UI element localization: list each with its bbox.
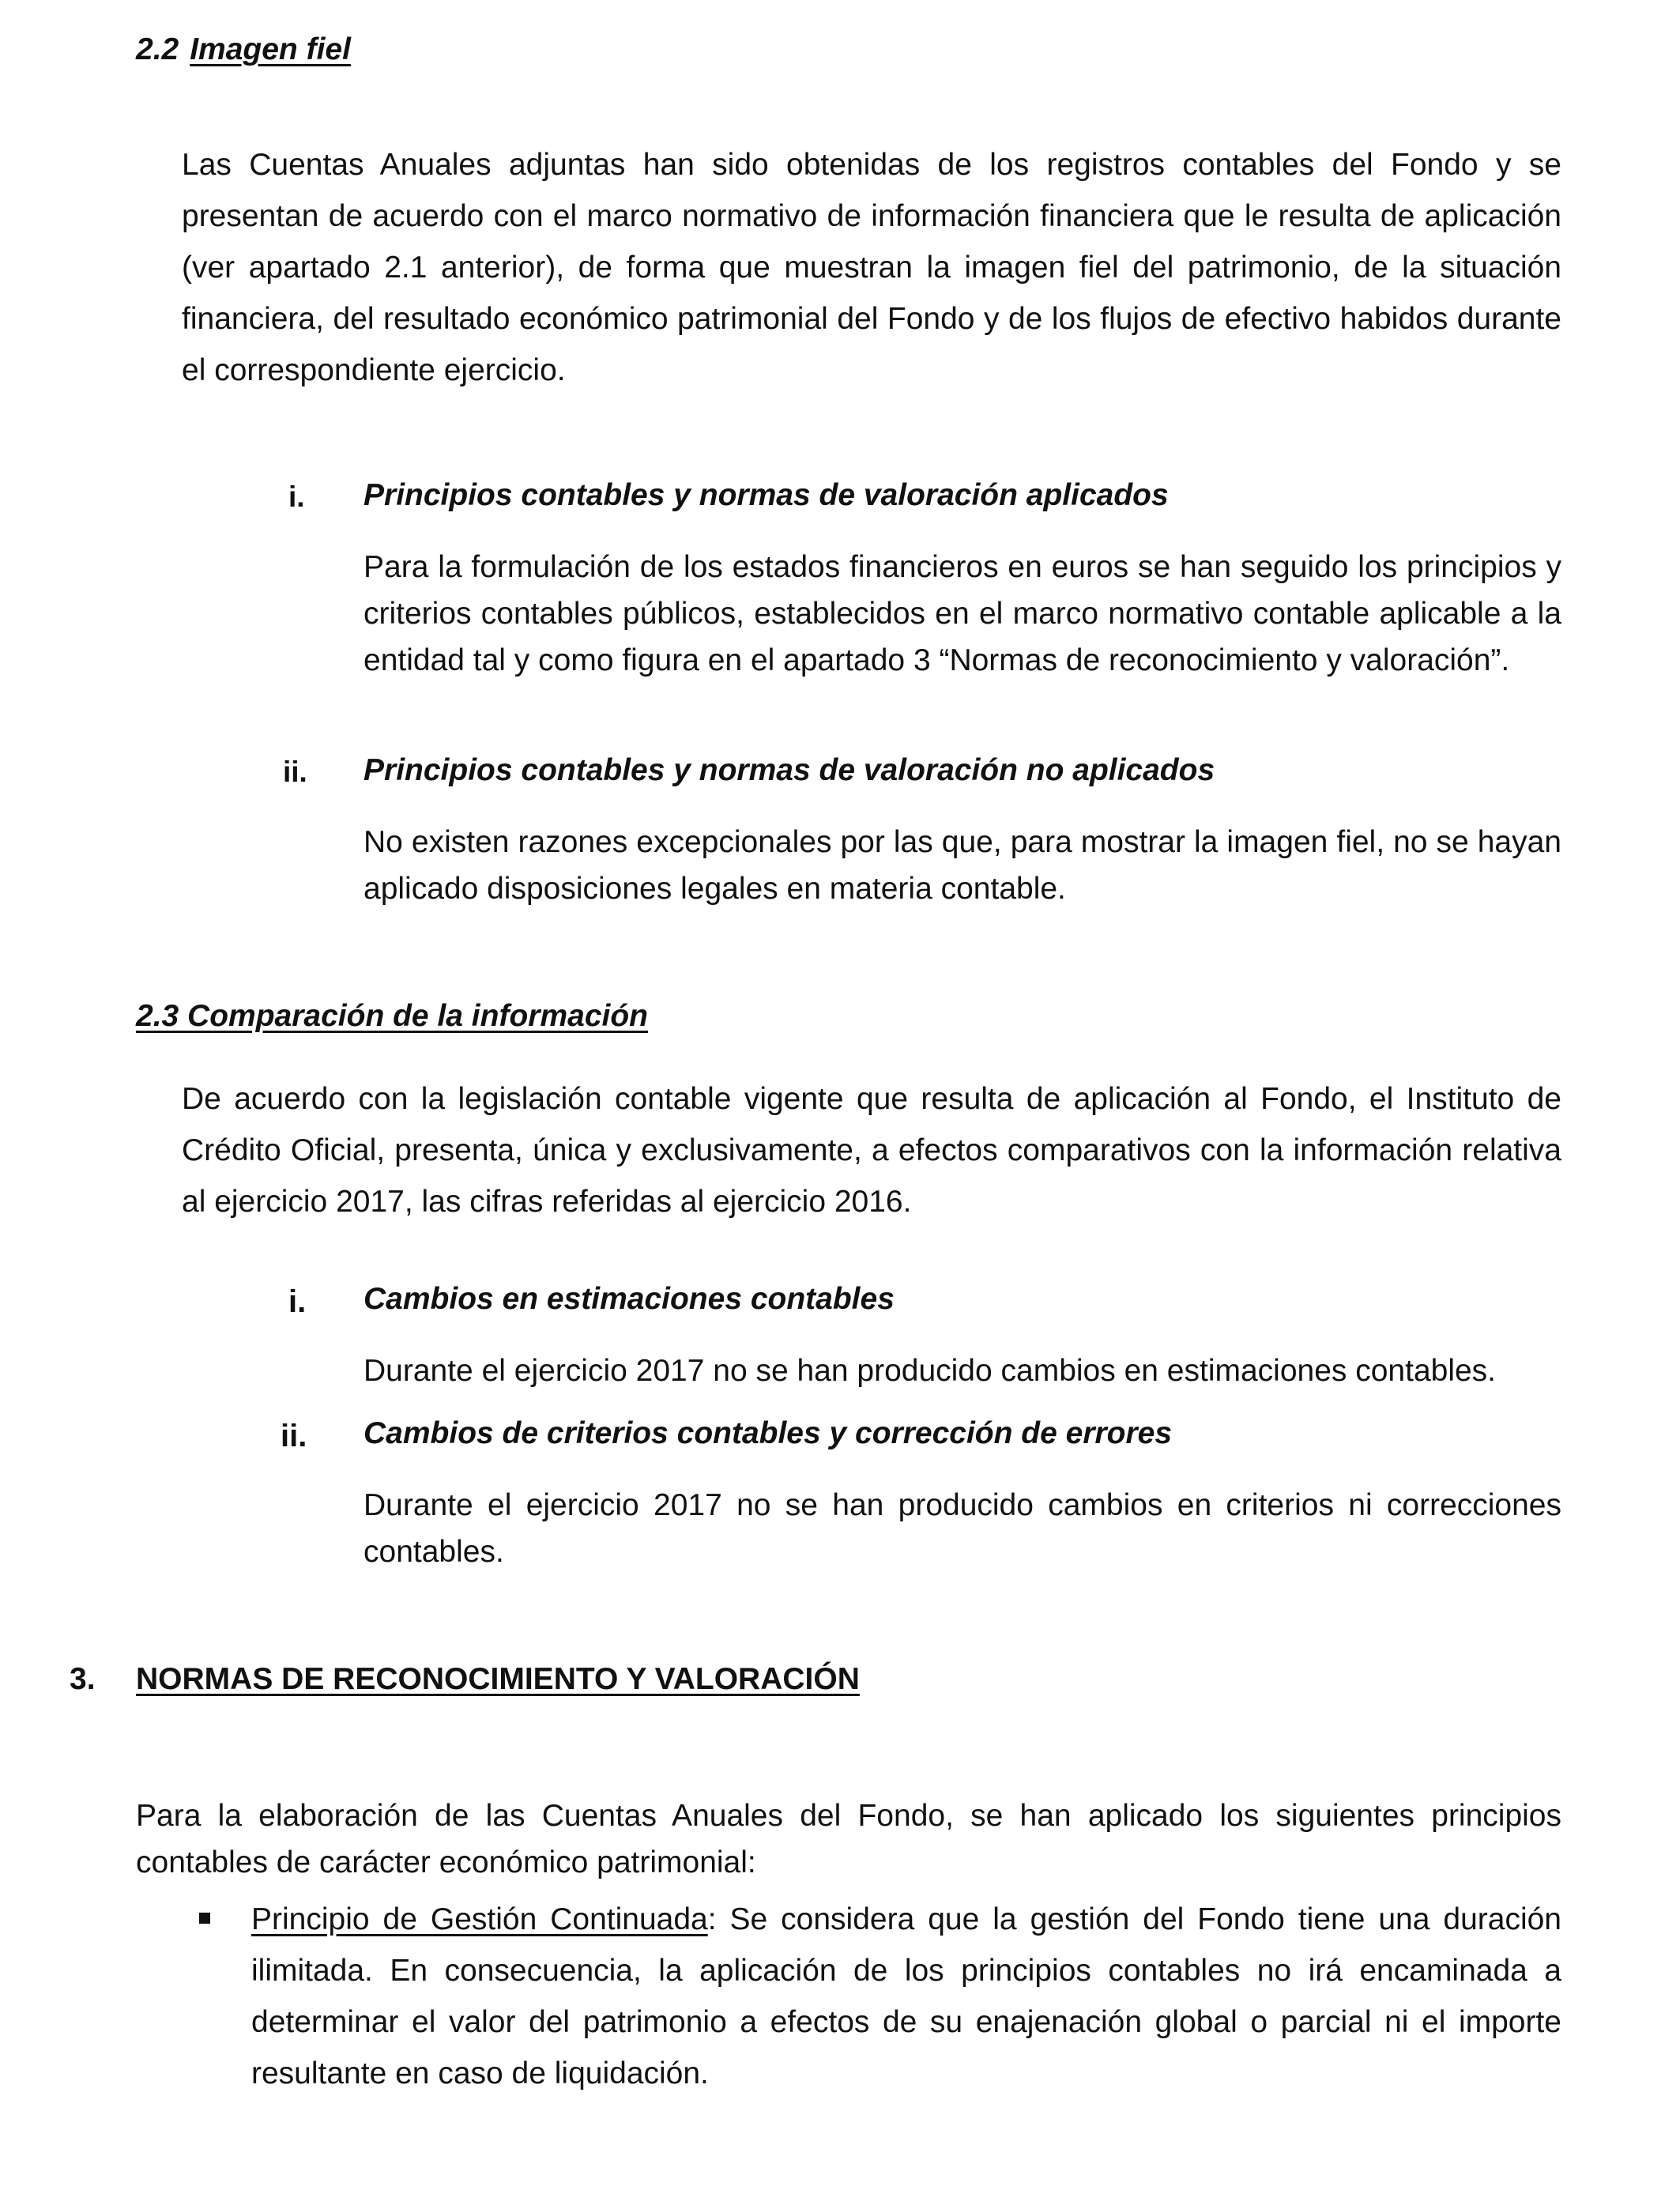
section-2-3-title: 2.3 Comparación de la información (136, 999, 648, 1033)
section-2-3-paragraph: De acuerdo con la legislación contable vigente que resulta de aplicación al Fondo, el Instituto de Crédito Oficial, presenta, única y exclusivamente, a efectos comparativos con la información relativa al ejercicio 2017, las cifras referidas al ejercicio 2016. (182, 1082, 1561, 1219)
subsection-title: Principios contables y normas de valoración aplicados (363, 478, 1169, 512)
section-3-paragraph: Para la elaboración de las Cuentas Anuales del Fondo, se han aplicado los siguientes principios contables de carácter económico patrimonial: (136, 1799, 1561, 1879)
list-marker: i. (288, 1284, 307, 1319)
section-2-2-heading (136, 32, 351, 69)
bullet-item (251, 1894, 1561, 2099)
subsection-text: Durante el ejercicio 2017 no se han producido cambios en criterios ni correcciones contables. (363, 1488, 1561, 1569)
subsection-title: Principios contables y normas de valoración no aplicados (363, 753, 1215, 787)
subsection-text: No existen razones excepcionales por las que, para mostrar la imagen fiel, no se hayan aplicado disposiciones legales en materia contable. (363, 825, 1561, 906)
subsection-title: Cambios de criterios contables y corrección de errores (363, 1416, 1173, 1450)
subsection-text: Para la formulación de los estados financieros en euros se han seguido los principios y criterios contables públicos, establecidos en el marco normativo contable aplicable a la entidad tal y como figura en el apartado 3 “Normas de reconocimiento y valoración”. (363, 550, 1561, 677)
list-marker: i. (288, 481, 305, 513)
section-3-title: NORMAS DE RECONOCIMIENTO Y VALORACIÓN (136, 1662, 860, 1696)
section-2-2-paragraph: Las Cuentas Anuales adjuntas han sido obtenidas de los registros contables del Fondo y se presentan de acuerdo con el marco normativo de información financiera que le resulta de aplicación (ver apartado 2.1 anterior), de forma que muestran la imagen fiel del patrimonio, de la situación financiera, del resultado económico patrimonial del Fondo y de los flujos de efectivo habidos durante el correspondiente ejercicio. (182, 148, 1561, 387)
section-2-2-title: Imagen fiel (190, 32, 351, 66)
section-2-3-heading (136, 998, 648, 1035)
section-2-2-number: 2.2 (136, 32, 179, 66)
list-marker: ii. (283, 756, 307, 788)
bullet-term: Principio de Gestión Continuada (251, 1902, 708, 1936)
bullet-text: Se considera que la gestión del Fondo tiene una duración ilimitada. En consecuencia, la aplicación de los principios contables no irá encaminada a determinar el valor del patrimonio a efectos de su enajenación global o parcial ni el importe resultante en caso de liquidación. (251, 1902, 1561, 2090)
bullet-square-icon (199, 1913, 210, 1924)
bullet-separator: : (707, 1902, 717, 1936)
subsection-text: Durante el ejercicio 2017 no se han producido cambios en estimaciones contables. (363, 1354, 1497, 1388)
subsection-title: Cambios en estimaciones contables (363, 1282, 895, 1316)
list-marker: ii. (281, 1419, 307, 1453)
section-3-number: 3. (70, 1662, 96, 1696)
